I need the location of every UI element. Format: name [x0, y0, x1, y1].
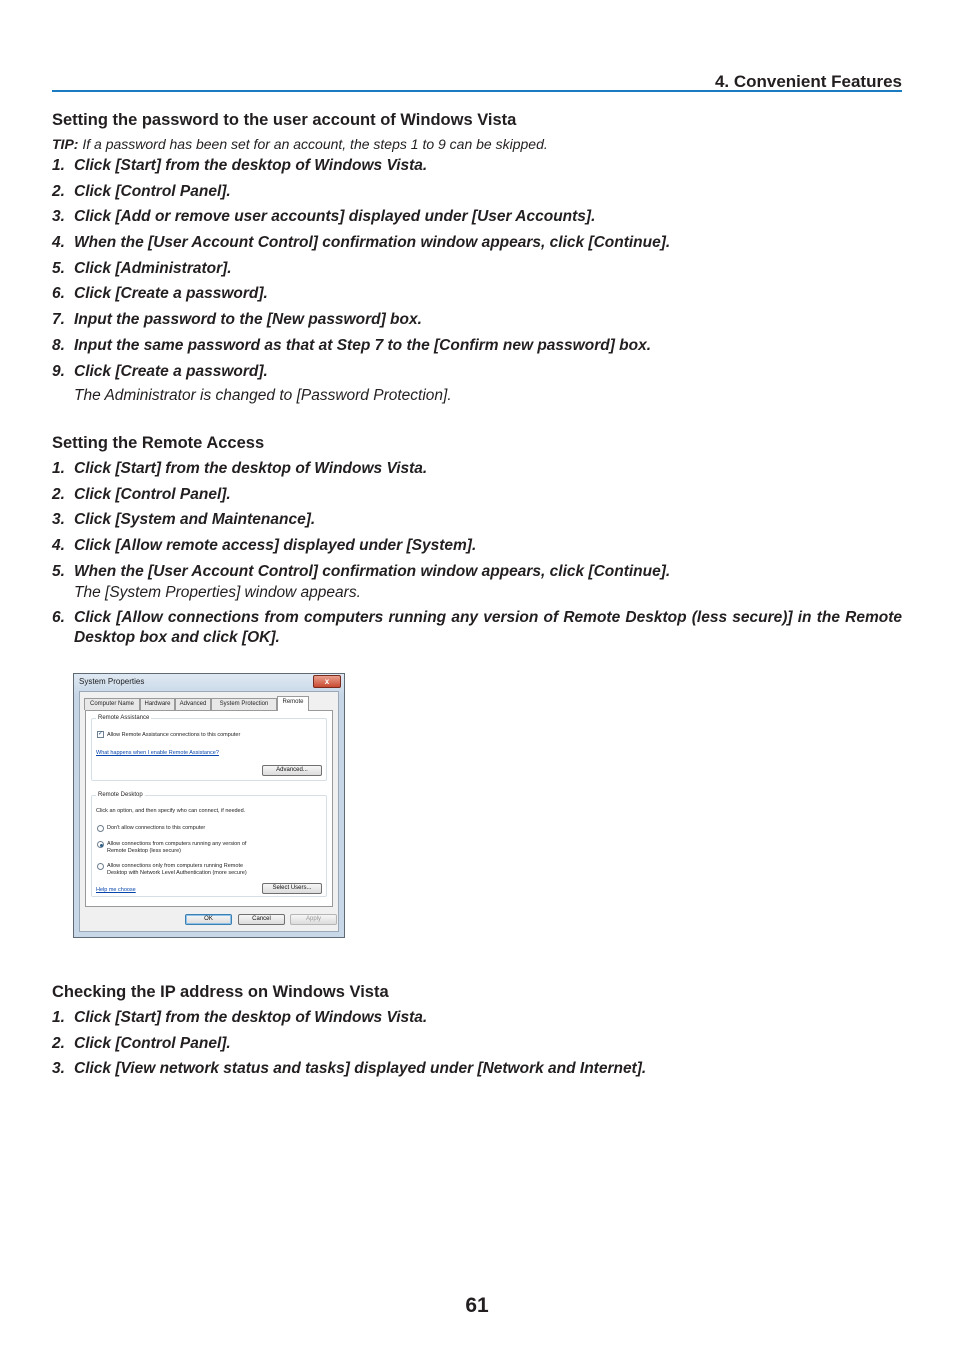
step-item: [52, 536, 902, 556]
tip-text: If a password has been set for an account, the steps 1 to 9 can be skipped.: [78, 136, 548, 152]
step-item: [52, 259, 902, 279]
step-item: [52, 156, 902, 176]
step-note: The [System Properties] window appears.: [74, 583, 361, 601]
step-item: [52, 459, 902, 479]
page-number: 61: [465, 1294, 489, 1317]
step-text: Click [Administrator].: [74, 259, 232, 277]
step-item: [52, 362, 902, 382]
step-item: [52, 562, 902, 582]
step-item: [52, 207, 902, 227]
select-users-button[interactable]: Select Users...: [262, 883, 322, 894]
step-text: Click [Create a password].: [74, 285, 268, 303]
tab-system-protection[interactable]: System Protection: [211, 698, 277, 710]
radio-label: Don't allow connections to this computer: [107, 825, 206, 831]
step-list: [52, 459, 902, 582]
checkbox-label: Allow Remote Assistance connections to this computer: [107, 732, 241, 738]
radio-label-line2: Desktop with Network Level Authentication (more secure): [107, 870, 247, 876]
remote-tab-panel: [85, 710, 333, 907]
step-text: Input the same password as that at Step 7 to the [Confirm new password] box.: [74, 336, 652, 354]
radio-label-line2: Remote Desktop (less secure): [107, 848, 181, 854]
dialog-title: System Properties: [79, 677, 145, 686]
cancel-button[interactable]: Cancel: [238, 914, 285, 925]
step-number: 1.: [52, 157, 65, 174]
tab-hardware[interactable]: Hardware: [140, 698, 175, 710]
step-item: [52, 608, 902, 648]
step-text: Click [Start] from the desktop of Windows Vista.: [74, 1009, 428, 1026]
allow-remote-assistance-checkbox[interactable]: ✓: [98, 731, 104, 737]
step-text: Click [Start] from the desktop of Windows Vista.: [74, 157, 428, 174]
step-text: Click [Control Panel].: [74, 1034, 231, 1052]
step-number: 6.: [52, 285, 65, 303]
step-number: 8.: [52, 336, 65, 354]
step-item: [52, 1034, 902, 1054]
section-title: Setting the password to the user account of Windows Vista: [52, 111, 517, 129]
step-number: 2.: [52, 485, 65, 503]
step-item: [52, 1008, 902, 1028]
radio-label: Allow connections only from computers running Remote: [107, 863, 244, 869]
step-number: 3.: [52, 208, 65, 226]
help-me-choose-link[interactable]: Help me choose: [96, 887, 136, 893]
step-number: 4.: [52, 537, 65, 555]
step-item: [52, 310, 902, 330]
radio-label: Allow connections from computers running any version of: [107, 841, 247, 847]
allow-any-version-radio[interactable]: [97, 841, 104, 848]
section-password: [52, 110, 902, 411]
step-number: 5.: [52, 259, 65, 277]
step-list: [52, 156, 902, 382]
dialog-body: [79, 691, 339, 932]
step-text: When the [User Account Control] confirmation window appears, click [Continue].: [74, 234, 671, 252]
step-number: 3.: [52, 511, 65, 529]
step-text: Click [View network status and tasks] displayed under [Network and Internet].: [74, 1060, 647, 1078]
ok-button[interactable]: OK: [185, 914, 232, 925]
step-list: [52, 1008, 902, 1079]
step-item: [52, 485, 902, 505]
step-text: Click [Allow remote access] displayed under [System].: [74, 537, 477, 555]
step-text: Click [Create a password].: [74, 362, 268, 380]
section-title: Setting the Remote Access: [52, 434, 265, 452]
step-note: The Administrator is changed to [Password Protection].: [74, 387, 452, 405]
remote-desktop-group: [91, 792, 327, 897]
page-header: [52, 70, 902, 92]
step-text: Click [System and Maintenance].: [74, 511, 316, 529]
step-list-cont: [52, 608, 902, 648]
step-text: When the [User Account Control] confirmation window appears, click [Continue].: [74, 562, 671, 580]
step-number: 9.: [52, 362, 65, 380]
step-item: [52, 233, 902, 253]
step-number: 2.: [52, 182, 65, 200]
dont-allow-radio[interactable]: [97, 825, 104, 832]
step-item: [52, 1059, 902, 1079]
step-text: Click [Start] from the desktop of Windows Vista.: [74, 460, 428, 477]
apply-button[interactable]: Apply: [290, 914, 337, 925]
section-title: Checking the IP address on Windows Vista: [52, 983, 389, 1001]
step-text: Click [Allow connections from computers running any version of Remote Desktop (less secure)] in the Remote Desktop box and click [OK].: [74, 608, 902, 646]
step-number: 2.: [52, 1034, 65, 1052]
step-number: 3.: [52, 1060, 65, 1078]
remote-desktop-instruction: Click an option, and then specify who can connect, if needed.: [96, 808, 246, 814]
tip-label: TIP:: [52, 136, 79, 152]
step-item: [52, 336, 902, 356]
step-text: Click [Add or remove user accounts] displayed under [User Accounts].: [74, 208, 596, 226]
chapter-title: 4. Convenient Features: [714, 72, 902, 91]
step-number: 5.: [52, 562, 65, 580]
step-item: [52, 182, 902, 202]
tab-remote[interactable]: Remote: [277, 696, 309, 711]
step-number: 1.: [52, 460, 65, 477]
step-item: [52, 284, 902, 304]
section-ip-address: [52, 982, 902, 1085]
section-remote-access: [52, 433, 902, 653]
step-text: Click [Control Panel].: [74, 485, 231, 503]
system-properties-dialog: [73, 673, 345, 938]
step-number: 7.: [52, 311, 65, 329]
step-number: 1.: [52, 1009, 65, 1026]
advanced-button[interactable]: Advanced...: [262, 765, 322, 776]
remote-assistance-help-link[interactable]: What happens when I enable Remote Assistance?: [96, 750, 219, 756]
tab-advanced[interactable]: Advanced: [175, 698, 211, 710]
step-text: Input the password to the [New password] box.: [74, 311, 422, 329]
step-number: 6.: [52, 608, 65, 626]
tip: [52, 136, 902, 156]
tab-computer-name[interactable]: Computer Name: [84, 698, 140, 710]
group-legend: Remote Assistance: [98, 715, 150, 721]
step-item: [52, 510, 902, 530]
close-button[interactable]: x: [313, 675, 341, 688]
group-legend: Remote Desktop: [98, 792, 143, 798]
remote-assistance-group: [91, 715, 327, 781]
step-text: Click [Control Panel].: [74, 182, 231, 200]
step-number: 4.: [52, 234, 65, 252]
allow-nla-radio[interactable]: [97, 863, 104, 870]
